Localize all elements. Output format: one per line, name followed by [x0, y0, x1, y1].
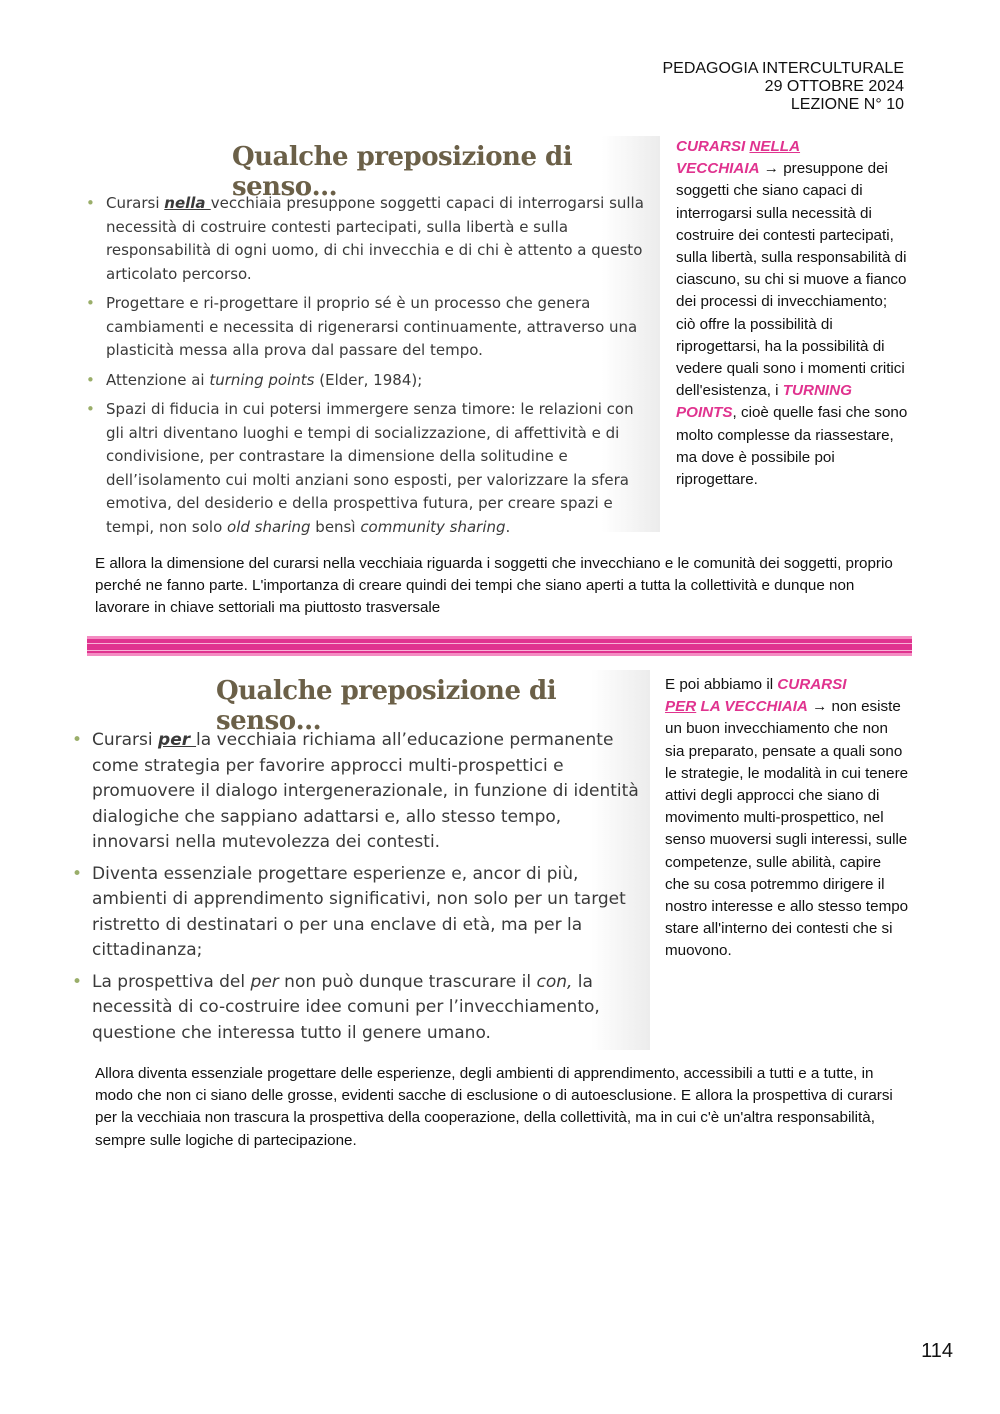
arrow-right-icon: → [759, 160, 784, 178]
bullet-dot-icon: • [72, 971, 83, 992]
course-title: PEDAGOGIA INTERCULTURALE [662, 60, 904, 77]
slide-bullet-list [72, 728, 642, 1052]
bullet-dot-icon: • [86, 194, 95, 212]
slide-bullet: • Curarsi nella vecchiaia presuppone soggetti capaci di interrogarsi sulla necessità di costruire contesti partecipati, sulla libertà e sulla responsabilità di ogni uomo, di chi invecchia e di chi è attento a questo articolato percorso. [86, 194, 644, 283]
slide-image-1 [78, 136, 660, 536]
slide-title: Qualche preposizione di senso… [216, 676, 557, 736]
slide-image-2 [62, 670, 650, 1050]
slide-bullet: • Progettare e ri-progettare il proprio sé è un processo che genera cambiamenti e necessita di rigenerarsi continuamente, attraverso una plasticità messa alla prova dal passare del tempo. [86, 294, 638, 359]
lecture-number: LEZIONE N° 10 [790, 96, 904, 113]
bullet-dot-icon: • [86, 400, 95, 418]
side-notes-2: E poi abbiamo il CURARSI PER LA VECCHIAIA → non esiste un buon invecchiamento che non sia preparato, pensate a quali sono le strategie, le modalità in cui tenere attivi degli approcci che siano di movimento multi-prospettico, nel senso muoversi sugli interessi, sulle competenze, sulle abilità, capire che su cosa potremmo dirigere il nostro interesse e allo stesso tempo stare all'interno dei contesti che si muovono. [665, 676, 909, 960]
slide-bullet: • Attenzione ai turning points (Elder, 1984); [86, 369, 656, 393]
slide-bullet: • Diventa essenziale progettare esperienze e, ancor di più, ambienti di apprendimento significativi, non solo per un target ristretto di destinatari o per una enclave di età, ma per la cittadinanza; [72, 863, 626, 960]
document-header [662, 60, 904, 114]
section-divider [87, 636, 912, 656]
page-number: 114 [921, 1340, 953, 1362]
slide-bullet-list [86, 192, 656, 545]
slide-bullet: • Curarsi per la vecchiaia richiama all’educazione permanente come strategia per favorire approcci multi-prospettici e promuovere il dialogo intergenerazionale, in funzione di identità dialogiche che sappiano adattarsi e, allo stesso tempo, innovarsi nella mutevolezza dei contesti. [72, 730, 639, 852]
slide-bullet: • Spazi di fiducia in cui potersi immergere senza timore: le relazioni con gli altri diventano luoghi e tempi di socializzazione, di affettività e di condivisione, per contrastare la dimensione della solitudine e dell’isolamento cui molti anziani sono esposti, per valorizzare la sfera emotiva, del desiderio e della prospettiva futura, per creare spazi e tempi, non solo old sharing bensì community sharing. [86, 400, 634, 536]
slide-bullet: • La prospettiva del per non può dunque trascurare il con, la necessità di co-costruire idee comuni per l’invecchiamento, questione che interessa tutto il genere umano. [72, 971, 600, 1043]
arrow-right-icon: → [807, 698, 832, 716]
bullet-dot-icon: • [86, 294, 95, 312]
paragraph-1: E allora la dimensione del curarsi nella vecchiaia riguarda i soggetti che invecchiano e le comunità dei soggetti, proprio perché ne fanno parte. L'importanza di creare quindi dei tempi che siano aperti a tutta la collettività e dunque non lavorare in chiave settoriali ma piuttosto trasversale [95, 555, 893, 617]
bullet-dot-icon: • [72, 730, 83, 750]
slide-title: Qualche preposizione di senso… [232, 142, 573, 202]
side-notes-1: CURARSI NELLA VECCHIAIA → presuppone dei soggetti che siano capaci di interrogarsi sulla necessità di costruire dei contesti partecipati, sulla libertà, sulla responsabilità di ciascuno, su chi si muove a fianco dei processi di invecchiamento; ciò offre la possibilità di riprogettarsi, ha la possibilità di vedere quali sono i momenti critici dell'esistenza, i TURNING POINTS, cioè quelle fasi che sono molto complesse da riassestare, ma dove è possibile poi riprogettare. [676, 138, 908, 489]
lecture-date: 29 OTTOBRE 2024 [764, 78, 904, 95]
bullet-dot-icon: • [72, 863, 83, 884]
bullet-dot-icon: • [86, 370, 95, 389]
paragraph-2: Allora diventa essenziale progettare delle esperienze, degli ambienti di apprendimento, accessibili a tutti e a tutte, in modo che non ci siano delle grosse, evidenti sacche di esclusione o di autoesclusione. E allora la prospettiva di curarsi per la vecchiaia non trascura la prospettiva della cooperazione, della collettività, ma in cui c'è un'altra responsabilità, sempre sulle logiche di partecipazione. [95, 1065, 893, 1149]
